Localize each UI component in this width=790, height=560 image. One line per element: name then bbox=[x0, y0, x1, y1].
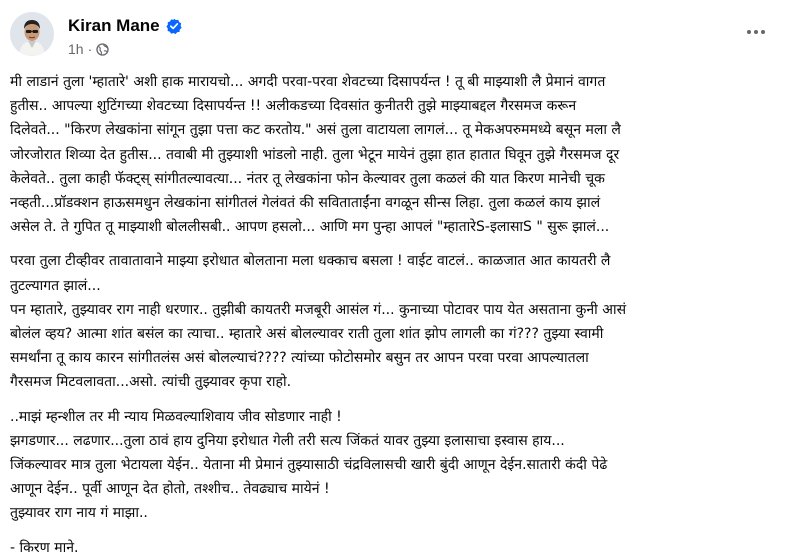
paragraph-gap bbox=[10, 526, 786, 536]
post-meta bbox=[68, 41, 109, 57]
post-header bbox=[10, 12, 780, 62]
post-paragraph bbox=[10, 70, 786, 239]
post-text-line: परवा तुला टीव्हीवर तावातावाने माझ्या इरोधात बोलताना मला धक्काच बसला ! वाईट वाटलं.. काळजात आत कायतरी लै bbox=[10, 253, 611, 270]
post-paragraph bbox=[10, 405, 786, 526]
post-text-line: आणून देईन.. पूर्वी आणून देत होतो, तश्शीच.. तेवढ्याच मायेनं ! bbox=[10, 481, 330, 498]
more-options-button[interactable] bbox=[738, 18, 774, 46]
post-message bbox=[10, 70, 786, 560]
post-text-line: नव्हती...प्रॉडक्शन हाऊसमधुन लेखकांना सांगीतलं गेलंवतं की सविताताईंना वगळून सीन्स लिहा. तुला कळलं काय झालं bbox=[10, 195, 601, 212]
post-text-line: बोलंल व्हय? आत्मा शांत बसंल का त्याचा.. म्हातारे असं बोलल्यावर राती तुला शांत झोप लागली का गं??? तुझ्या स्वामी bbox=[10, 326, 604, 343]
avatar-portrait-icon bbox=[10, 12, 54, 56]
post-text-line: - किरण माने. bbox=[10, 539, 79, 556]
post-text-line: समर्थांना तू काय कारन सांगीतलंस असं बोलल्याचं???? त्यांच्या फोटोसमोर बसुन तर आपन परवा परवा आपल्यातला bbox=[10, 350, 589, 367]
post-text-line: मी लाडानं तुला 'म्हातारे' अशी हाक मारायचो... अगदी परवा-परवा शेवटच्या दिसापर्यन्त ! तू बी माझ्याशी लै प्रेमानं वागत bbox=[10, 74, 606, 90]
avatar[interactable] bbox=[10, 12, 54, 56]
post-text-line: पन म्हातारे, तुझ्यावर राग नाही धरणार.. तुझीबी कायतरी मजबूरी आसंल गं... कुनाच्या पोटावर पाय येत असताना कुनी आसं bbox=[10, 301, 627, 318]
post-text-line: दिलेवते... "किरण लेखकांना सांगून तुझा पत्ता कट करतोय." असं तुला वाटायला लागलं... तू मेकअपरुममध्ये बसून मला लै bbox=[10, 122, 621, 139]
globe-icon[interactable] bbox=[96, 43, 109, 56]
post-text-line: जोरजोरात शिव्या देत हुतीस... तवाबी मी तुझ्याशी भांडलो नाही. तुला भेटून मायेनं तुझा हात हातात घिवून तुझे गैरसमज दूर bbox=[10, 146, 620, 163]
author-name[interactable]: Kiran Mane bbox=[68, 16, 160, 35]
post-text-line: तुझ्यावर राग नाय गं माझा.. bbox=[10, 505, 148, 522]
post-text-line: झगडणार... लढणार...तुला ठावं हाय दुनिया इरोधात गेली तरी सत्य जिंकतं यावर तुझ्या इलासाचा इस्वास हाय... bbox=[10, 432, 565, 449]
paragraph-gap bbox=[10, 395, 786, 405]
more-options-icon bbox=[761, 30, 765, 34]
more-options-icon bbox=[754, 30, 758, 34]
paragraph-gap bbox=[10, 239, 786, 249]
post-text-line: हुतीस.. आपल्या शुटिंगच्या शेवटच्या दिसापर्यन्त !! अलीकडच्या दिवसांत कुनीतरी तुझे माझ्याबद्दल गैरसमज करून bbox=[10, 98, 577, 115]
more-options-icon bbox=[747, 30, 751, 34]
post-paragraph bbox=[10, 536, 786, 560]
post-text-line: केलेवते.. तुला काही फॅक्ट्स् सांगीतल्यावत्या... नंतर तू लेखकांना फोन केल्यावर तुला कळलं की यात किरण मानेची चूक bbox=[10, 170, 605, 187]
verified-badge-icon bbox=[166, 18, 182, 34]
post-paragraph bbox=[10, 249, 786, 394]
post-text-line: तुटल्यागत झालं... bbox=[10, 277, 101, 294]
post-text-line: गैरसमज मिटवलावता...असो. त्यांची तुझ्यावर कृपा राहो. bbox=[10, 374, 292, 391]
post-text-line: ..माझं म्हन्शील तर मी न्याय मिळवल्याशिवाय जीव सोडणार नाही ! bbox=[10, 408, 342, 425]
post-timestamp[interactable]: 1h bbox=[68, 41, 84, 57]
post-text-line: असेल ते. ते गुपित तू माझ्याशी बोललीसबी.. आपण हसलो... आणि मग पुन्हा आपलं "म्हातारेS-इलासाS " सुरू झालं... bbox=[10, 219, 610, 236]
meta-separator: · bbox=[87, 41, 93, 57]
post-text-line: जिंकल्यावर मात्र तुला भेटायला येईन.. येताना मी प्रेमानं तुझ्यासाठी चंद्रविलासची खारी बुंदी आणून देईन.सातारी कंदी पेढे bbox=[10, 457, 608, 474]
author-row bbox=[68, 16, 182, 36]
